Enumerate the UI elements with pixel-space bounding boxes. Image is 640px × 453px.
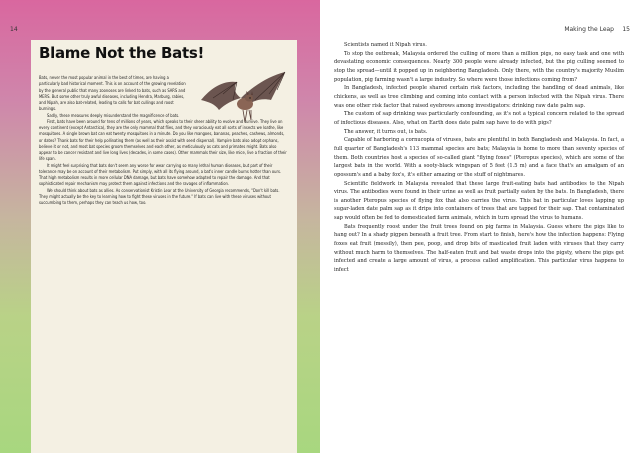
sidebar-paragraph: First, bats have been around for tens of millions of years, which speaks to their sheer ability to evolve and survive. They live on every continent (except Antarctica), they are the only mammal that flies, and they voraciously eat all sorts of insects we loathe, like mosquitoes. A single brown bat can eat twenty mosquitoes in a minute. Do you like mangoes, bananas, peaches, cashews, almonds, or dates? Thank bats for their help pollinating them (as well as their assist with seed dispersal). Vampire bats also adopt orphans, believe it or not, and most bat species groom themselves and each other, as meticulously as cats and primates might. Bats also appear to be cancer resistant and live long lives (decades, in some cases). Other mammals their size, like mice, live a fraction of their life span. [39, 118, 287, 162]
right-page [320, 0, 640, 453]
sidebar-body [39, 75, 289, 206]
body-text [334, 41, 624, 275]
sidebar-paragraph: Bats, never the most popular animal in the best of times, are having a particularly bad historical moment. This is on account of the growing revelation by the general public that many zoonoses are linked to bats, such as SARS and MERS. But some other truly awful diseases, including Hendra, Marburg, rabies, and Nipah, are also bat-related, leading to calls for bat cullings and roost burnings. [39, 75, 186, 112]
sidebar-box [31, 40, 297, 453]
body-paragraph: The answer, it turns out, is bats. [344, 128, 428, 135]
sidebar-paragraph: Sadly, these measures deeply misunderstand the magnificence of bats. [47, 112, 180, 118]
page-number-left: 14 [10, 26, 18, 33]
body-paragraph: Capable of harboring a cornucopia of viruses, bats are plentiful in both Bangladesh and Malaysia. In fact, a full quarter of Bangladesh's 113 mammal species are bats; Malaysia is home to more than seventy species of them. Both countries host a species of so-called giant "flying foxes" (Pteropus species), which are some of the largest bats in the world. With a sooty-black wingspan of 5 feet (1.5 m) and a face that's an amalgam of an opossum's and a baby fox's, it's either amazing or the stuff of nightmares. [334, 137, 624, 178]
sidebar-paragraph: It might feel surprising that bats don't seem any worse for wear carrying so many lethal human diseases, but part of their tolerance may be on account of their metabolism. Put simply, with all its flying around, a bat's inner candle burns hotter than ours. That high metabolism results in more cellular DNA damage, but bats have somehow adapted to repair the damage. And that sophisticated repair mechanism may protect them against infections and the ravages of inflammation. [39, 162, 282, 187]
body-paragraph: Bats frequently roost under the fruit trees found on pig farms in Malaysia. Guess where the pigs like to hang out? In a shady pigpen beneath a fruit tree. From start to finish, here's how the infection happens: Flying foxes eat fruit (messily), then pee, poop, and drop bits of masticated fruit laden with viruses that they carry without much harm to themselves. The half-eaten fruit and bat waste drops into the pigsty, where the pigs get infected and create a large amount of virus, a process called amplification. This particular virus happens to infect [334, 223, 624, 274]
running-header: Making the Leap [564, 26, 614, 33]
sidebar-paragraph: We should think about bats as allies. As conservationist Kristin Lear at the University of Georgia recommends, "Don't kill bats. They might actually be the key to learning how to fight these viruses in the future." If bats can live with these viruses without succumbing to them, perhaps they can teach us how, too. [39, 187, 280, 205]
sidebar-title: Blame Not the Bats! [39, 44, 205, 62]
body-paragraph: Scientists named it Nipah virus. [344, 42, 427, 48]
body-paragraph: The custom of sap drinking was particularly confounding, as it's not a typical concern related to the spread of infectious diseases. Also, what on Earth does date palm sap have to do with pigs? [334, 111, 624, 126]
body-paragraph: Scientific fieldwork in Malaysia revealed that these large fruit-eating bats had antibodies to the Nipah virus. The antibodies were found in their urine as well as fruit partially eaten by the bats. In Bangladesh, there is another Pteropus species of flying fox that also carries the virus. This bat in particular loves lapping up sugar-laden date palm sap as it drips into containers of trees that are tapped for their sap. That contaminated sap would often be fed to domesticated farm animals, which in turn spread the virus to humans. [334, 180, 624, 222]
body-paragraph: In Bangladesh, infected people shared certain risk factors, including the handling of dead animals, like chickens, as well as tree climbing and coming into contact with a person infected with the Nipah virus. There was one other risk factor that raised eyebrows among investigators: drinking raw date palm sap. [334, 85, 624, 109]
body-paragraph: To stop the outbreak, Malaysia ordered the culling of more than a million pigs, no easy task and one with devastating economic consequences. Nearly 300 people were already infected, but the pig culling seemed to stop the spread—until it popped up in neighboring Bangladesh. Only there, with the country's majority Muslim population, pig farming wasn't a large industry. So where were those infections coming from? [334, 50, 624, 83]
page-number-right: 15 [622, 26, 630, 33]
